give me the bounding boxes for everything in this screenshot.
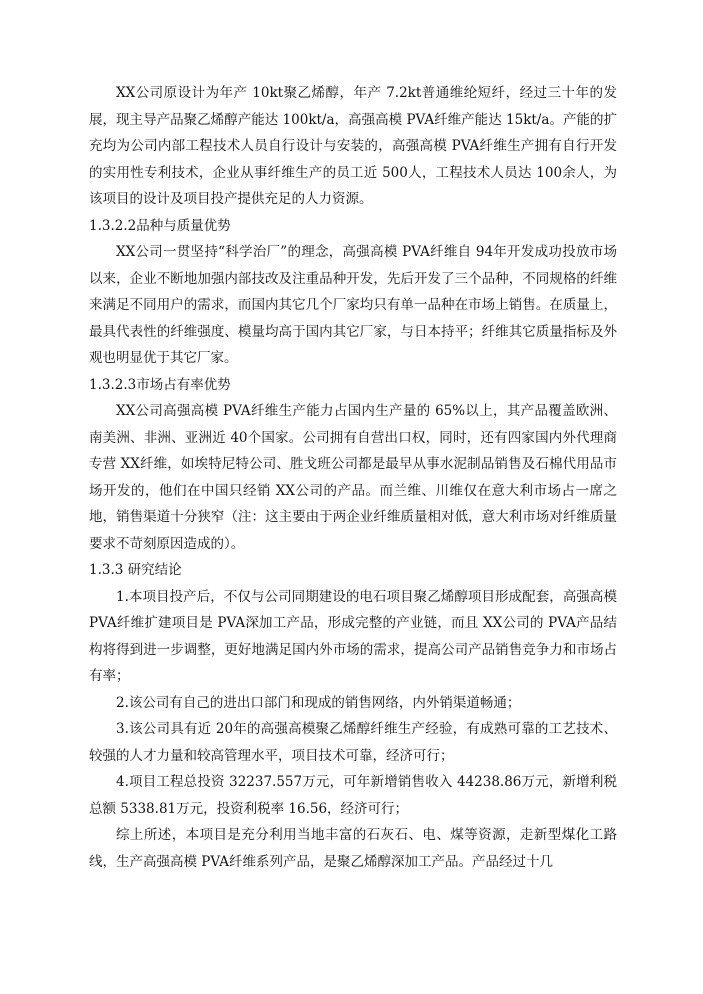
heading-variety-quality: 1.3.2.2品种与质量优势 <box>89 217 231 234</box>
paragraph-market-share: XX公司高强高模 PVA纤维生产能力占国内生产量的 65%以上，其产品覆盖欧洲、南美洲、非洲、亚洲近 40个国家。公司拥有自营出口权，同时，还有四家国内外代理商专营 XX纤维，如埃特尼特公司、胜戈班公司都是最早从事水泥制品销售及石棉代用品市场开发的，他们在中国只经销 XX公司的产品。而兰维、川维仅在意大利市场占一席之地，销售渠道十分狭窄（注：这主要由于两企业纤维质量相对低，意大利市场对纤维质量要求不苛刻原因造成的）。 <box>89 403 617 552</box>
paragraph-conclusion-1: 1.本项目投产后，不仅与公司同期建设的电石项目聚乙烯醇项目形成配套，高强高模 PVA纤维扩建项目是 PVA深加工产品，形成完整的产业链，而且 XX公司的 PVA产品结构将得到进一步调整，更好地满足国内外市场的需求，提高公司产品销售竞争力和市场占有率； <box>89 588 617 684</box>
paragraph-summary: 综上所述，本项目是充分利用当地丰富的石灰石、电、煤等资源，走新型煤化工路线，生产高强高模 PVA纤维系列产品，是聚乙烯醇深加工产品。产品经过十几 <box>89 827 617 870</box>
heading-research-conclusion: 1.3.3 研究结论 <box>89 562 182 578</box>
paragraph-conclusion-2: 2.该公司有自己的进出口部门和现成的销售网络，内外销渠道畅通； <box>116 694 521 711</box>
paragraph-conclusion-4: 4.项目工程总投资 32237.557万元，可年新增销售收入 44238.86万元，新增利税总额 5338.81万元，投资利税率 16.56，经济可行； <box>89 774 617 817</box>
document-page <box>89 80 617 875</box>
paragraph-conclusion-3: 3.该公司具有近 20年的高强高模聚乙烯醇纤维生产经验，有成熟可靠的工艺技术、较强的人才力量和较高管理水平，项目技术可靠，经济可行； <box>89 721 617 764</box>
heading-market-share: 1.3.2.3市场占有率优势 <box>89 376 231 393</box>
paragraph-company-capacity: XX公司原设计为年产 10kt聚乙烯醇，年产 7.2kt普通维纶短纤，经过三十年的发展，现主导产品聚乙烯醇产能达 100kt/a，高强高模 PVA纤维产能达 15kt/a。产能的扩充均为公司内部工程技术人员自行设计与安装的，高强高模 PVA纤维生产拥有自行开发的实用性专利技术，企业从事纤维生产的员工近 500人，工程技术人员达 100余人，为该项目的设计及项目投产提供充足的人力资源。 <box>89 85 617 207</box>
paragraph-variety-quality: XX公司一贯坚持“科学治厂”的理念，高强高模 PVA纤维自 94年开发成功投放市场以来，企业不断地加强内部技改及注重品种开发，先后开发了三个品种，不同规格的纤维来满足不同用户的需求，而国内其它几个厂家均只有单一品种在市场上销售。在质量上，最具代表性的纤维强度、模量均高于国内其它厂家，与日本持平；纤维其它质量指标及外观也明显优于其它厂家。 <box>89 244 617 366</box>
